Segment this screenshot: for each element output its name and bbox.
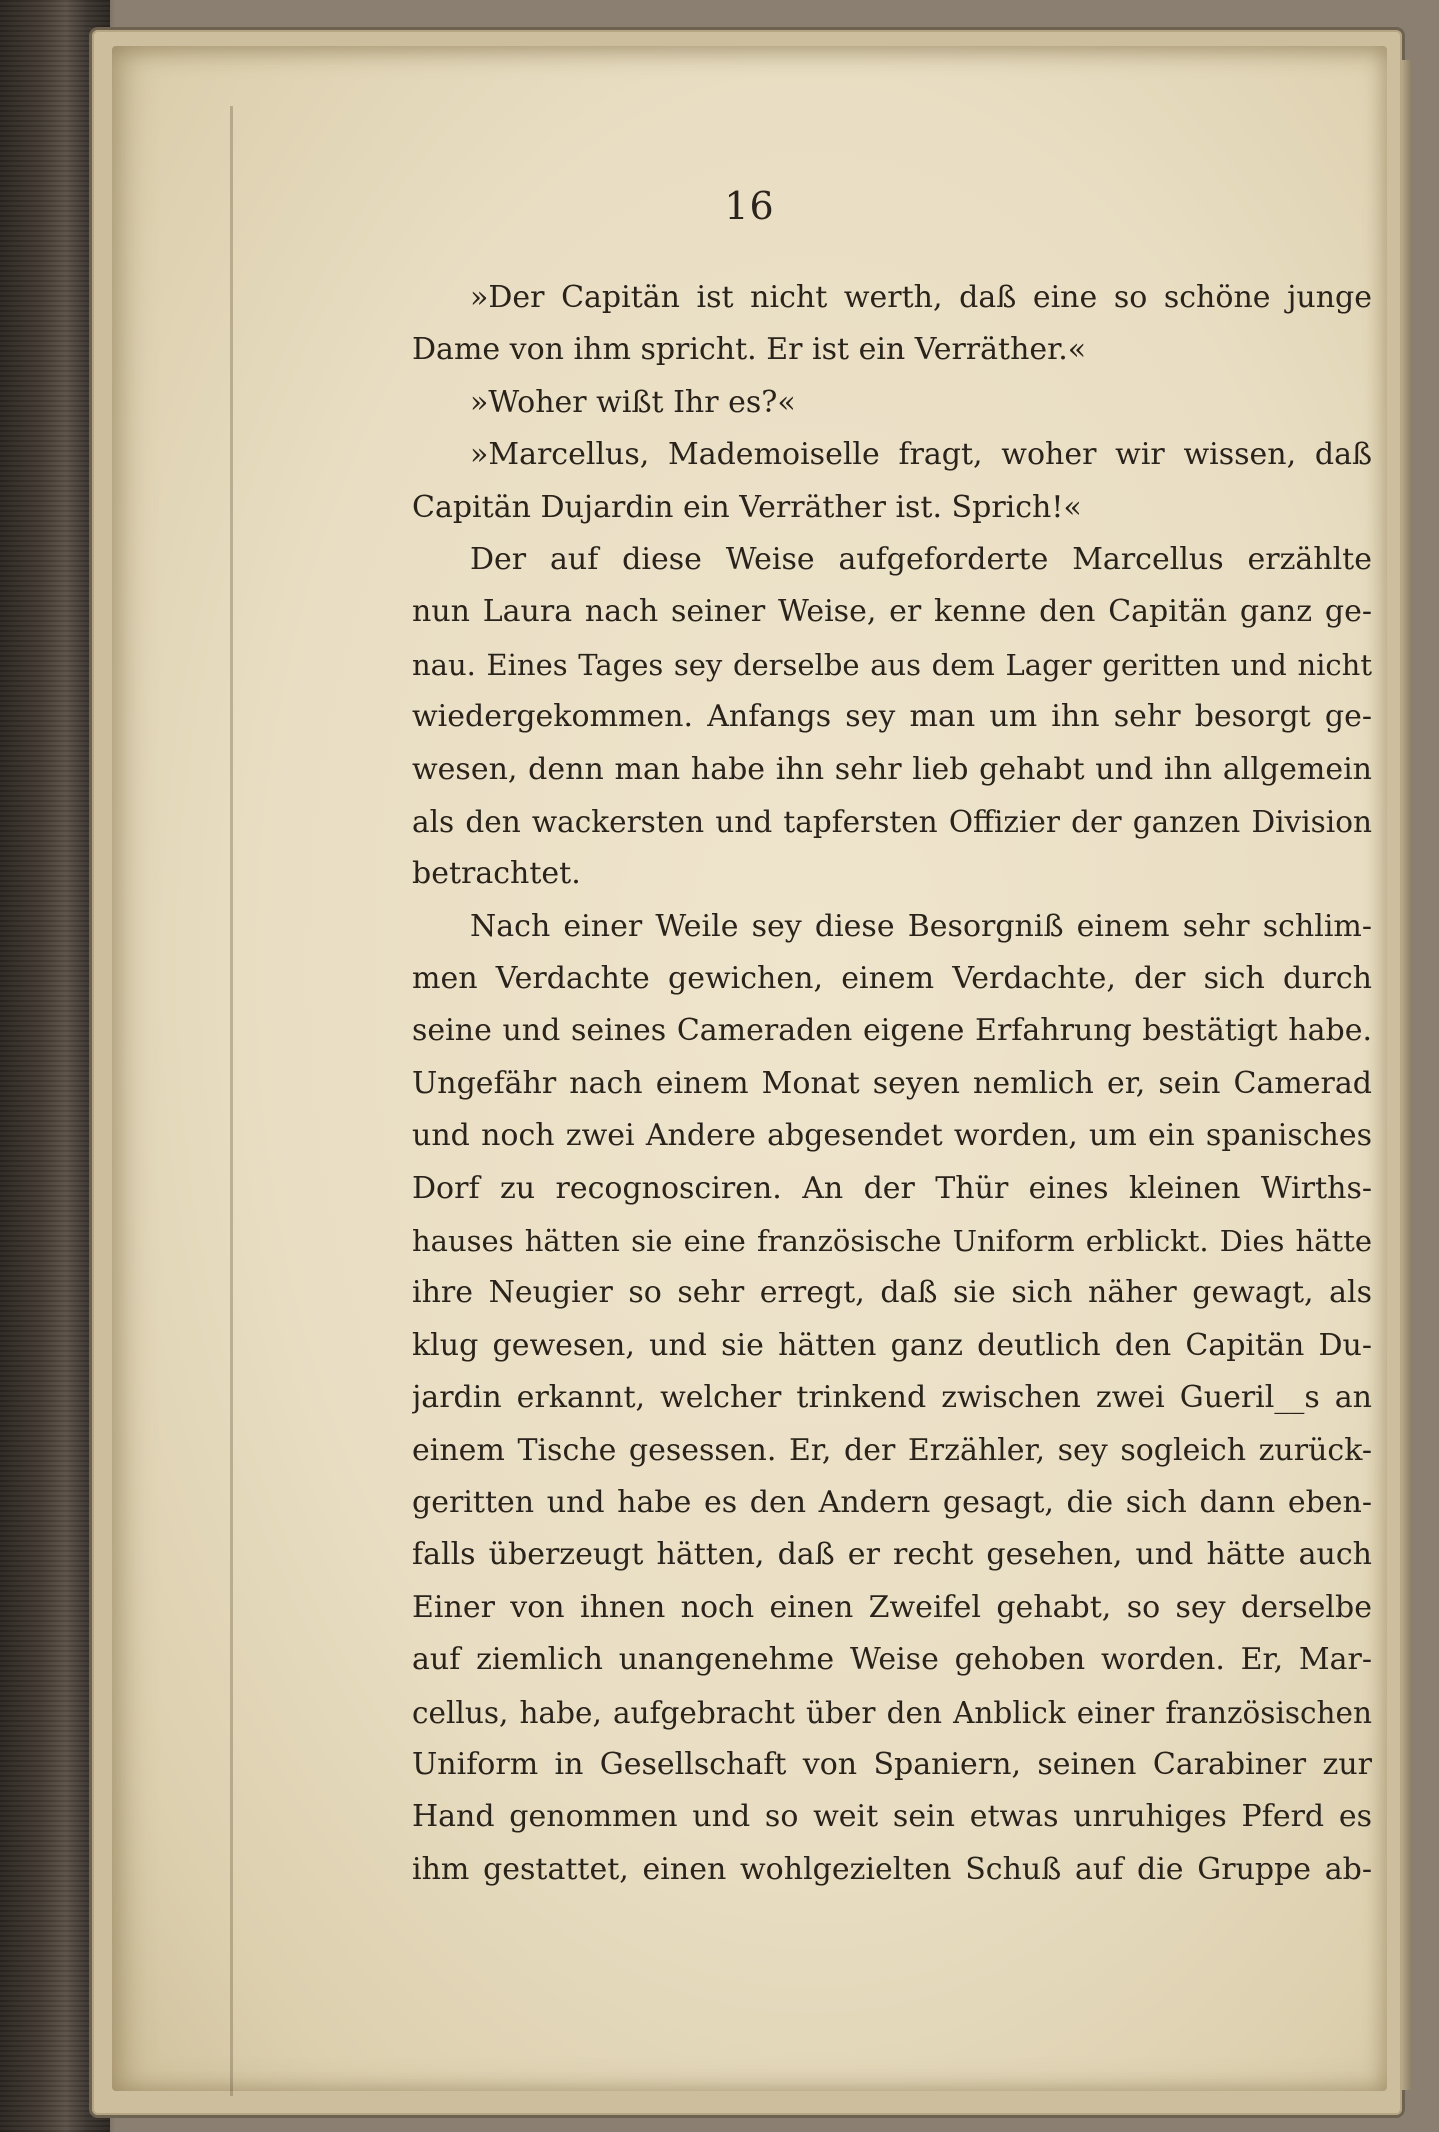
text-line: Einer von ihnen noch einen Zweifel gehabt, so sey derselbe bbox=[412, 1589, 1372, 1625]
text-line: Uniform in Gesellschaft von Spaniern, seinen Carabiner zur bbox=[412, 1746, 1372, 1782]
page-number: 16 bbox=[724, 184, 775, 228]
text-line: Dorf zu recognosciren. An der Thür eines kleinen Wirths- bbox=[412, 1170, 1372, 1206]
text-line: jardin erkannt, welcher trinkend zwischen zwei Gueril__s an bbox=[412, 1380, 1372, 1416]
text-line: Der auf diese Weise aufgeforderte Marcellus erzählte bbox=[470, 541, 1372, 577]
text-line: und noch zwei Andere abgesendet worden, um ein spanisches bbox=[412, 1118, 1372, 1154]
text-line: ihre Neugier so sehr erregt, daß sie sich näher gewagt, als bbox=[412, 1275, 1372, 1311]
text-line: ihm gestattet, einen wohlgezielten Schuß auf die Gruppe ab- bbox=[412, 1851, 1372, 1887]
text-line: hauses hätten sie eine französische Uniform erblickt. Dies hätte bbox=[412, 1224, 1372, 1259]
text-line: klug gewesen, und sie hätten ganz deutlich den Capitän Du- bbox=[412, 1327, 1372, 1363]
text-line: »Woher wißt Ihr es?« bbox=[470, 384, 796, 420]
text-line: Ungefähr nach einem Monat seyen nemlich er, sein Camerad bbox=[412, 1065, 1372, 1101]
gutter-shadow bbox=[230, 106, 233, 2096]
text-line: men Verdachte gewichen, einem Verdachte, der sich durch bbox=[412, 961, 1372, 997]
text-line: seine und seines Cameraden eigene Erfahrung bestätigt habe. bbox=[412, 1013, 1372, 1049]
book-page bbox=[112, 46, 1387, 2091]
page-right-edge bbox=[1401, 60, 1411, 2090]
text-line: auf ziemlich unangenehme Weise gehoben worden. Er, Mar- bbox=[412, 1642, 1372, 1678]
text-line: Capitän Dujardin ein Verräther ist. Sprich!« bbox=[412, 489, 1082, 525]
text-line: cellus, habe, aufgebracht über den Anblick einer französischen bbox=[412, 1695, 1372, 1730]
page-text-body bbox=[412, 272, 1372, 1896]
text-line: Dame von ihm spricht. Er ist ein Verräther.« bbox=[412, 332, 1087, 368]
text-line: »Der Capitän ist nicht werth, daß eine so schöne junge bbox=[470, 280, 1372, 315]
text-line: nun Laura nach seiner Weise, er kenne den Capitän ganz ge- bbox=[412, 594, 1372, 630]
text-line: Hand genommen und so weit sein etwas unruhiges Pferd es bbox=[412, 1799, 1372, 1835]
text-line: falls überzeugt hätten, daß er recht gesehen, und hätte auch bbox=[412, 1537, 1372, 1573]
text-line: nau. Eines Tages sey derselbe aus dem Lager geritten und nicht bbox=[412, 647, 1372, 682]
text-line: als den wackersten und tapfersten Offizier der ganzen Division bbox=[412, 804, 1372, 839]
text-line: geritten und habe es den Andern gesagt, die sich dann eben- bbox=[412, 1484, 1372, 1520]
text-line: einem Tische gesessen. Er, der Erzähler, sey sogleich zurück- bbox=[412, 1432, 1372, 1468]
text-line: »Marcellus, Mademoiselle fragt, woher wir wissen, daß bbox=[470, 437, 1372, 473]
text-line: betrachtet. bbox=[412, 856, 581, 892]
text-line: wiedergekommen. Anfangs sey man um ihn sehr besorgt ge- bbox=[412, 699, 1372, 735]
text-line: Nach einer Weile sey diese Besorgniß einem sehr schlim- bbox=[470, 908, 1372, 944]
text-line: wesen, denn man habe ihn sehr lieb gehabt und ihn allgemein bbox=[412, 751, 1372, 787]
